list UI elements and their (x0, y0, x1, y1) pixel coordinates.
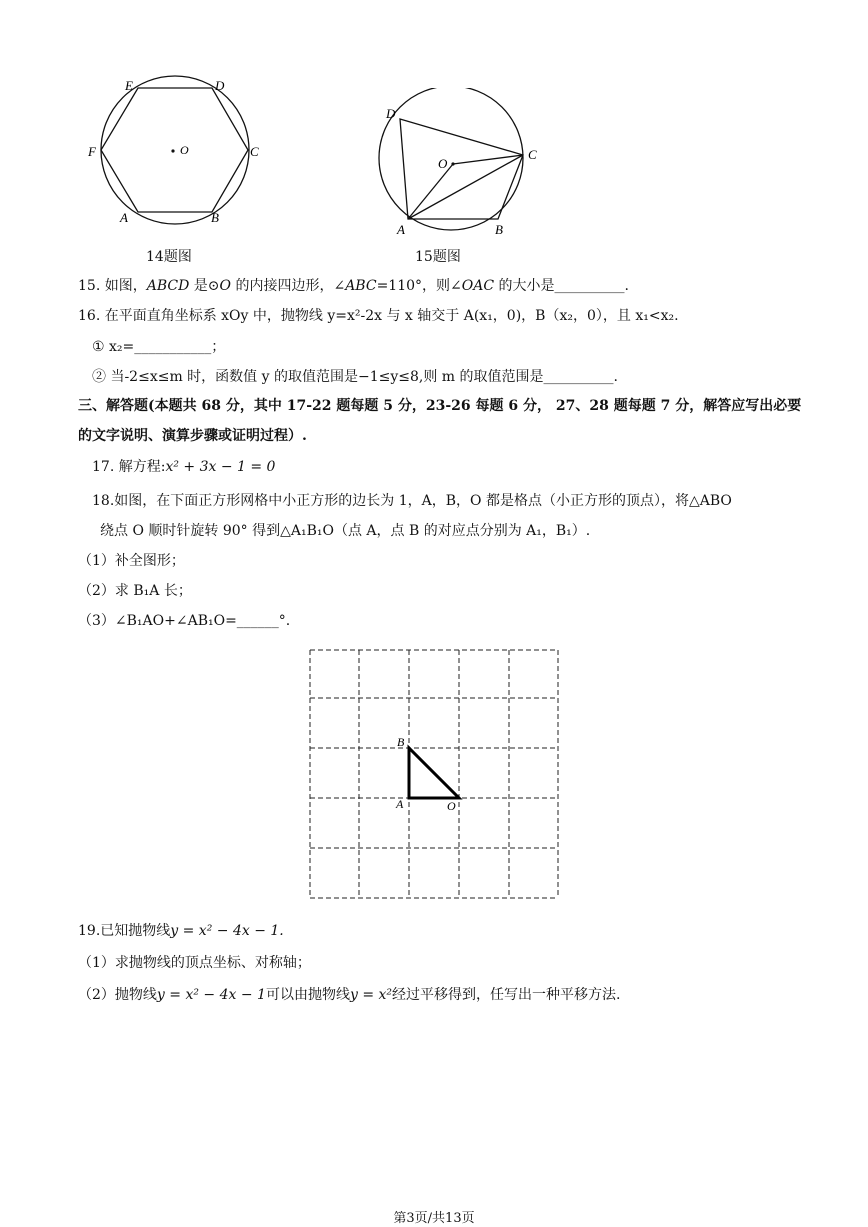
figure-15 (378, 88, 553, 238)
q15-t4: 的大小是__________. (494, 278, 629, 294)
question-19-sub1: （1）求抛物线的顶点坐标、对称轴； (78, 955, 311, 971)
q19-s2a: （2）抛物线 (78, 987, 157, 1003)
fig14-label-O: O (180, 143, 189, 157)
fig14-hexagon (101, 88, 248, 212)
fig15-label-O: O (438, 156, 448, 171)
question-15 (78, 276, 629, 296)
q19-s2c: 经过平移得到，任写出一种平移方法. (392, 987, 621, 1003)
question-19 (78, 921, 284, 941)
q15-t3: =110°，则∠ (376, 278, 462, 294)
fig14-label-E: E (125, 78, 133, 93)
fig18-label-O: O (447, 799, 456, 813)
triangle-ABO (409, 748, 459, 798)
question-16-part1: ① x₂=___________； (92, 339, 226, 355)
q19-s2-eq2: y = x² (349, 987, 393, 1003)
question-16-intro: 16. 在平面直角坐标系 xOy 中，抛物线 y=x²-2x 与 x 轴交于 A(x₁，0)，B（x₂，0），且 x₁<x₂. (78, 308, 679, 324)
question-18-line1: 18.如图，在下面正方形网格中小正方形的边长为 1，A，B，O 都是格点（小正方形的顶点），将△ABO (92, 493, 732, 509)
question-17 (92, 457, 275, 477)
q19-equation: y = x² − 4x − 1. (170, 923, 284, 939)
fig14-label-C: C (250, 144, 259, 159)
q19-s2b: 可以由抛物线 (265, 987, 350, 1003)
fig15-caption: 15题图 (415, 249, 461, 265)
fig15-label-B: B (495, 222, 503, 237)
section-3-heading-line2: 的文字说明、演算步骤或证明过程）. (78, 428, 307, 444)
fig14-circle (101, 76, 249, 224)
fig14-center-dot (171, 149, 174, 152)
question-18-line2: 绕点 O 顺时针旋转 90° 得到△A₁B₁O（点 A，点 B 的对应点分别为 A₁，B₁）. (100, 523, 591, 539)
q19-label: 19.已知抛物线 (78, 923, 171, 939)
fig14-caption: 14题图 (146, 249, 192, 265)
fig18-label-B: B (397, 735, 405, 749)
question-18-sub1: （1）补全图形； (78, 553, 185, 569)
fig15-center-dot (451, 162, 454, 165)
fig14-label-B: B (211, 210, 219, 225)
fig15-diagonal-AC (408, 155, 523, 219)
q15-oac: OAC (461, 278, 495, 294)
fig14-label-A: A (120, 210, 128, 225)
section-3-heading-line1: 三、解答题(本题共 68 分，其中 17-22 题每题 5 分，23-26 每题 6 分， 27、28 题每题 7 分，解答应写出必要 (78, 398, 802, 414)
q15-o: O (219, 278, 231, 294)
fig15-label-C: C (528, 147, 537, 162)
fig18-label-A: A (396, 797, 404, 811)
question-16-part2: ② 当-2≤x≤m 时，函数值 y 的取值范围是−1≤y≤8,则 m 的取值范围是__________. (92, 369, 618, 385)
q17-label: 17. 解方程: (92, 459, 166, 475)
fig15-radius-OC (453, 155, 523, 164)
figure-14 (85, 72, 275, 237)
fig14-label-D: D (215, 78, 225, 93)
q15-t2: 的内接四边形，∠ (231, 278, 346, 294)
q15-t1: 是⊙ (189, 278, 220, 294)
q15-abcd: ABCD (146, 278, 190, 294)
fig15-label-A: A (397, 222, 405, 237)
fig15-radius-OA (408, 164, 453, 219)
fig15-label-D: D (386, 106, 396, 121)
q15-number: 15. 如图， (78, 278, 147, 294)
page-footer: 第3页/共13页 (393, 1211, 475, 1226)
question-18-sub3: （3）∠B₁AO+∠AB₁O=______°. (78, 613, 291, 629)
question-18-sub2: （2）求 B₁A 长； (78, 583, 192, 599)
q15-abc: ABC (345, 278, 377, 294)
figure-18-grid (300, 640, 568, 902)
q19-s2-eq1: y = x² − 4x − 1 (156, 987, 266, 1003)
fig15-quadrilateral (400, 119, 523, 219)
fig14-label-F: F (88, 144, 96, 159)
q17-equation: x² + 3x − 1 = 0 (165, 459, 276, 475)
question-19-sub2 (78, 985, 620, 1005)
